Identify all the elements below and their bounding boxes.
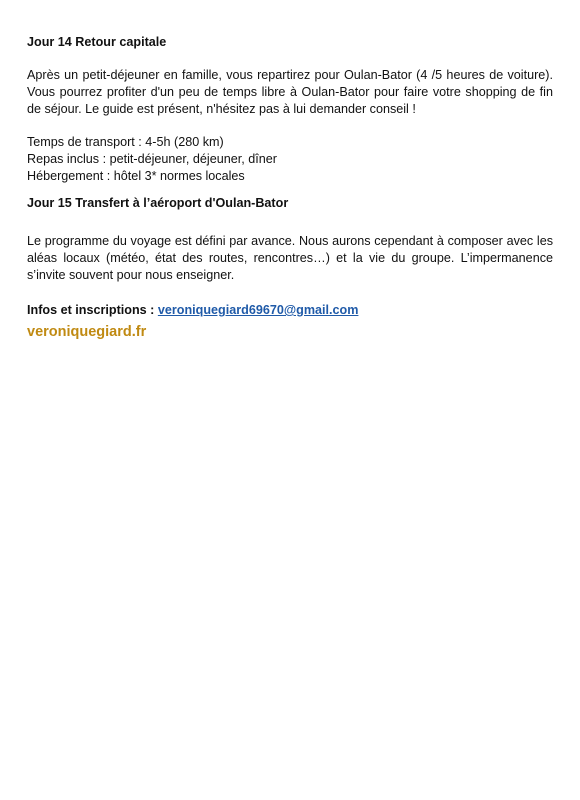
spacer — [27, 212, 553, 233]
program-note: Le programme du voyage est défini par avance. Nous aurons cependant à composer avec les aléas locaux (météo, état des routes, rencontres…) et la vie du groupe. L’impermanence s’invite souvent pour nous enseigner. — [27, 234, 553, 282]
lodging-info: Hébergement : hôtel 3* normes locales — [27, 169, 245, 183]
document-page — [27, 34, 553, 342]
transport-info: Temps de transport : 4-5h (280 km) — [27, 135, 224, 149]
contact-line — [27, 302, 553, 319]
spacer — [27, 284, 553, 302]
contact-label: Infos et inscriptions : — [27, 303, 158, 317]
spacer — [27, 185, 553, 195]
email-link[interactable]: veroniquegiard69670@gmail.com — [157, 303, 359, 317]
day15-title: Jour 15 Transfert à l’aéroport d'Oulan-Bator — [27, 196, 289, 210]
day14-paragraph: Après un petit-déjeuner en famille, vous repartirez pour Oulan-Bator (4 /5 heures de voiture). Vous pourrez profiter d'un peu de temps libre à Oulan-Bator pour faire votre shopping de fin de séjour. Le guide est présent, n'hésitez pas à lui demander conseil ! — [27, 68, 553, 116]
day14-title: Jour 14 Retour capitale — [27, 35, 167, 49]
meals-info: Repas inclus : petit-déjeuner, déjeuner, dîner — [27, 152, 277, 166]
spacer — [27, 118, 553, 134]
website-link[interactable]: veroniquegiard.fr — [27, 324, 147, 340]
spacer — [27, 51, 553, 67]
